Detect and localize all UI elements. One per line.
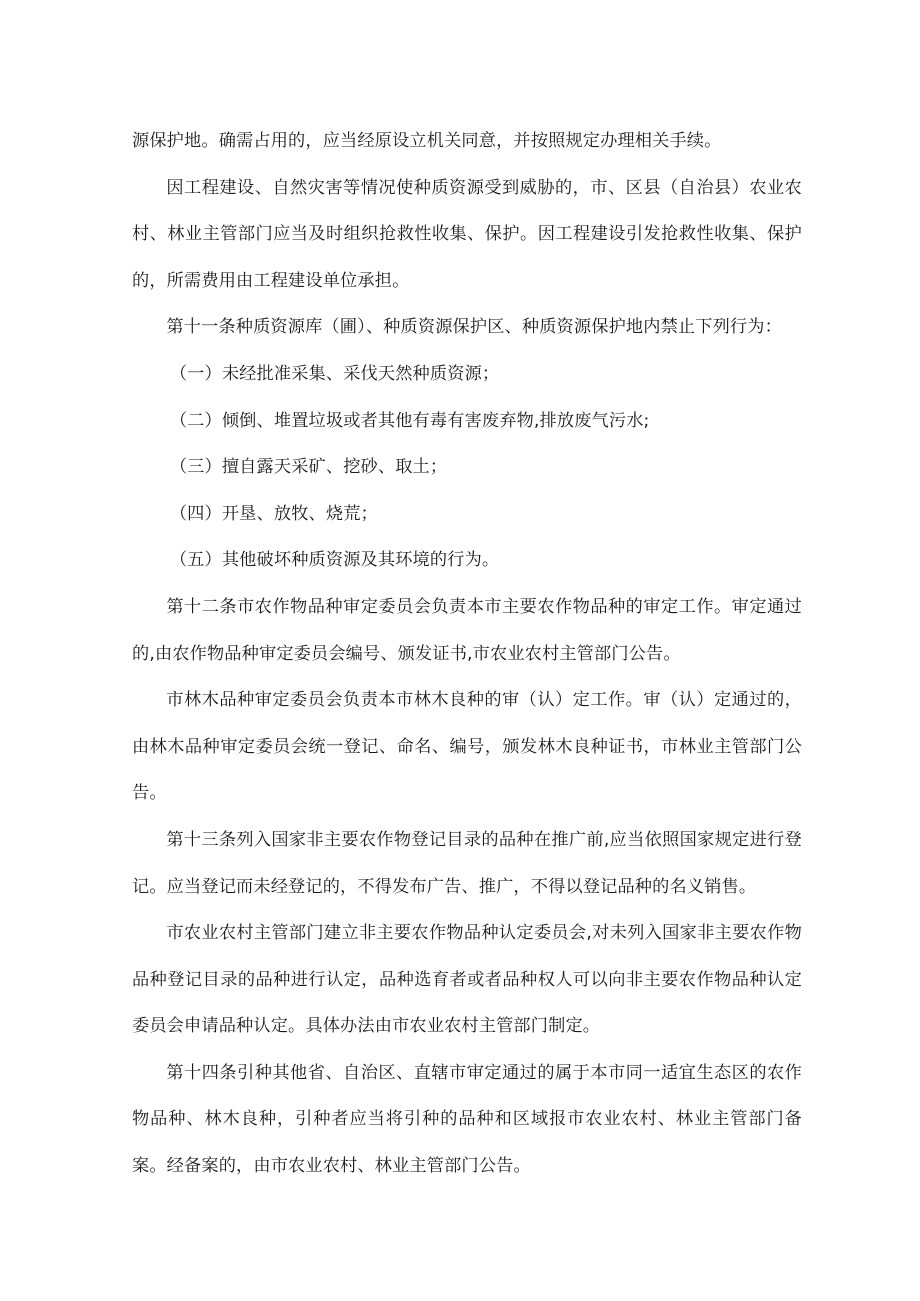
paragraph-article-12: 第十二条市农作物品种审定委员会负责本市主要农作物品种的审定工作。审定通过的,由农作物品种审定委员会编号、颁发证书,市农业农村主管部门公告。 bbox=[132, 596, 802, 664]
paragraph-article-13: 第十三条列入国家非主要农作物登记目录的品种在推广前,应当依照国家规定进行登记。应当登记而未经登记的，不得发布广告、推广，不得以登记品种的名义销售。 bbox=[132, 829, 802, 897]
list-item-1: （一）未经批准采集、采伐天然种质资源； bbox=[169, 363, 500, 384]
list-item-2: （二）倾倒、堆置垃圾或者其他有毒有害废弃物,排放废气污水; bbox=[169, 410, 650, 431]
paragraph-article-14: 第十四条引种其他省、自治区、直辖市审定通过的属于本市同一适宜生态区的农作物品种、林木良种，引种者应当将引种的品种和区域报市农业农村、林业主管部门备案。经备案的，由市农业农村、林业主管部门公告。 bbox=[132, 1062, 802, 1177]
paragraph-2: 因工程建设、自然灾害等情况使种质资源受到威胁的，市、区县（自治县）农业农村、林业主管部门应当及时组织抢救性收集、保护。因工程建设引发抢救性收集、保护的，所需费用由工程建设单位承担。 bbox=[132, 177, 802, 291]
paragraph-non-major-committee: 市农业农村主管部门建立非主要农作物品种认定委员会,对未列入国家非主要农作物品种登记目录的品种进行认定，品种选育者或者品种权人可以向非主要农作物品种认定委员会申请品种认定。具体办法由市农业农村主管部门制定。 bbox=[132, 923, 802, 1037]
list-item-5: （五）其他破坏种质资源及其环境的行为。 bbox=[169, 550, 500, 571]
paragraph-forest-committee: 市林木品种审定委员会负责本市林木良种的审（认）定工作。审（认）定通过的，由林木品种审定委员会统一登记、命名、编号，颁发林木良种证书，市林业主管部门公告。 bbox=[132, 690, 802, 804]
paragraph-1: 源保护地。确需占用的，应当经原设立机关同意，并按照规定办理相关手续。 bbox=[132, 131, 722, 151]
list-item-4: （四）开垦、放牧、烧荒； bbox=[169, 503, 378, 524]
paragraph-article-11: 第十一条种质资源库（圃）、种质资源保护区、种质资源保护地内禁止下列行为： bbox=[166, 317, 782, 338]
list-item-3: （三）擅自露天采矿、挖砂、取土； bbox=[169, 457, 448, 478]
